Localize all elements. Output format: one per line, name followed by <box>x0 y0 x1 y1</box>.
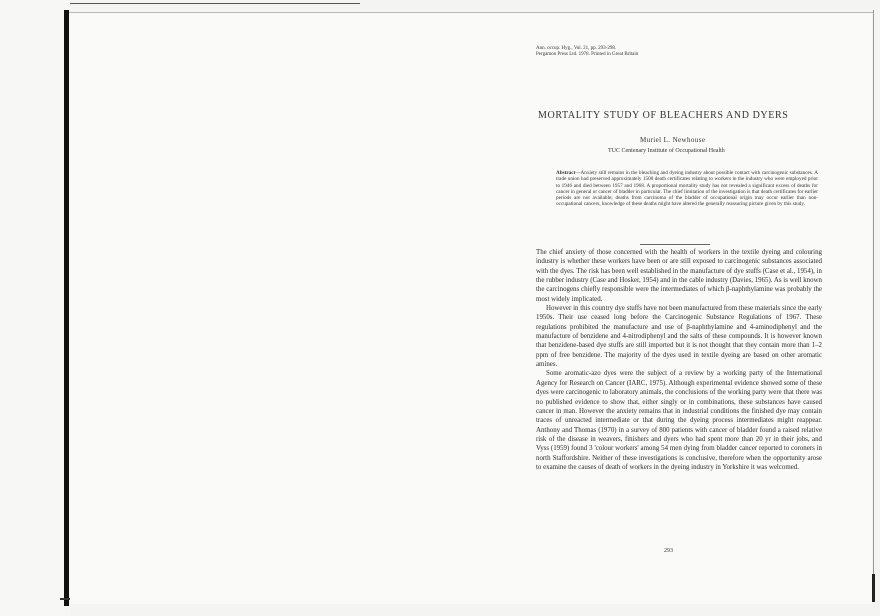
article-title: MORTALITY STUDY OF BLEACHERS AND DYERS <box>538 110 789 121</box>
journal-citation <box>536 46 638 58</box>
journal-line-2: Pergamon Press Ltd. 1978. Printed in Great Britain <box>536 52 639 57</box>
page-edge-top <box>69 12 874 13</box>
section-divider <box>640 244 710 245</box>
book-gutter <box>64 10 69 606</box>
article-body <box>536 248 822 472</box>
abstract-text: —Anxiety still remains in the bleaching and dyeing industry about possible contact with carcinogenic substances. A trade union had preserved approximately 1500 death certificates relating to workers in the industry who were employed prior to 1946 and died between 1957 and 1968. A proportional mortality study has not revealed a significant excess of deaths for cancer in general or cancer of bladder in particular. The chief limitation of the investigation is that death certificates for earlier periods are not available; deaths from carcinoma of the bladder of occupational origin may occur earlier than non-occupational cancers, knowledge of these deaths might have altered the generally reassuring picture given by this study. <box>556 170 818 208</box>
page-number: 293 <box>664 548 673 554</box>
page-edge-right <box>873 10 874 600</box>
page-edge-right-mark <box>872 574 875 602</box>
body-paragraph-2: However in this country dye stuffs have not been manufactured from these materials since the early 1950s. Their use ceased long before the Carcinogenic Substance Regulations of 1967. These regulations prohibited the manufacture and use of β-naphthylamine and 4-aminodiphenyl and the manufacture of benzidene and 4-nitrodiphenyl and the salts of these compounds. It is however known that benzidene-based dye stuffs are still imported but it is not thought that they contain more than 1–2 ppm of free benzidene. The majority of the dyes used in textile dyeing are based on other aromatic amines. <box>536 305 822 369</box>
abstract-label: Abstract <box>556 170 576 176</box>
author-affiliation: TUC Centenary Institute of Occupational Health <box>608 148 725 154</box>
abstract <box>556 170 818 208</box>
scan-left-margin <box>0 0 70 616</box>
body-paragraph-3: Some aromatic-azo dyes were the subject of a review by a working party of the International Agency for Research on Cancer (IARC, 1975). Although experimental evidence showed some of these dyes were carcinogenic to laboratory animals, the conclusions of the working party were that there was no published evidence to show that, either singly or in combinations, these substances have caused cancer in man. However the anxiety remains that in industrial conditions the finished dye may contain traces of unreacted intermediate or that during the dyeing process intermediates might reappear. Anthony and Thomas (1970) in a survey of 800 patients with cancer of bladder found a raised relative risk of the disease in weavers, finishers and dyers who had spent more than 20 yr in their jobs, and Vyss (1959) found 3 'colour workers' among 54 men dying from bladder cancer reported to coroners in north Staffordshire. Neither of these investigations is conclusive, therefore when the opportunity arose to examine the causes of death of workers in the dyeing industry in Yorkshire it was welcomed. <box>536 370 822 471</box>
journal-line-1: Ann. occup. Hyg., Vol. 21, pp. 293-298. <box>536 46 617 51</box>
body-paragraph-1: The chief anxiety of those concerned with the health of workers in the textile dyeing and colouring industry is whether these workers have been or are still exposed to carcinogenic substances associated with the dyes. The risk has been well established in the manufacture of dye stuffs (Case et al., 1954), in the rubber industry (Case and Hosker, 1954) and in the cable industry (Davies, 1965). As is well known the carcinogens chiefly responsible were the intermediates of which β-naphthylamine was probably the most widely implicated. <box>536 249 822 303</box>
article-author: Muriel L. Newhouse <box>640 136 706 144</box>
